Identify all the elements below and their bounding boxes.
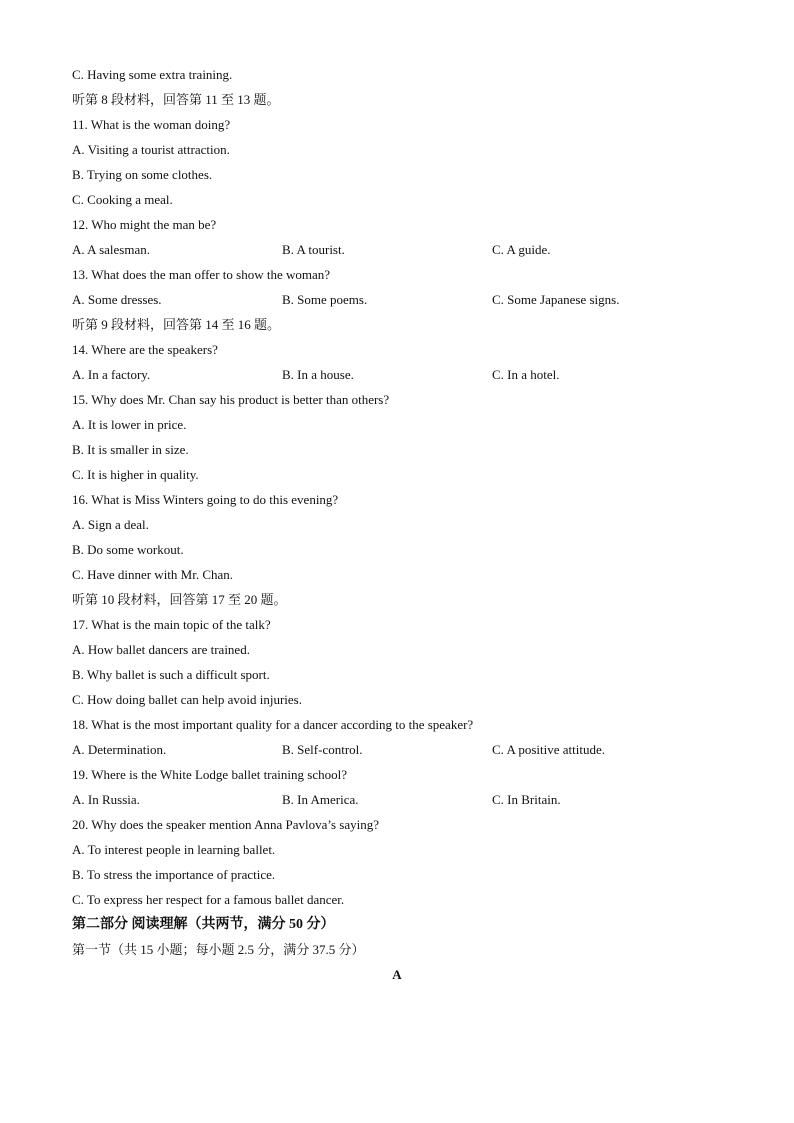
option-line: C. Cooking a meal. <box>72 192 173 207</box>
question-19: 19. Where is the White Lodge ballet training school? <box>72 767 347 782</box>
section-instruction: 听第 8 段材料，回答第 11 至 13 题。 <box>72 92 280 107</box>
question-17: 17. What is the main topic of the talk? <box>72 617 271 632</box>
option-line: C. It is higher in quality. <box>72 467 199 482</box>
options-row <box>72 737 732 762</box>
option-line: B. Trying on some clothes. <box>72 167 213 182</box>
option-line: C. Have dinner with Mr. Chan. <box>72 567 234 582</box>
option-line: B. It is smaller in size. <box>72 442 189 457</box>
option-a: A. In a factory. <box>72 367 151 382</box>
question-11: 11. What is the woman doing? <box>72 117 231 132</box>
question-15: 15. Why does Mr. Chan say his product is better than others? <box>72 392 390 407</box>
option-line: C. How doing ballet can help avoid injuries. <box>72 692 302 707</box>
options-row <box>72 787 732 812</box>
option-b: B. In America. <box>282 792 359 807</box>
option-c: C. A positive attitude. <box>492 742 606 757</box>
option-line: C. To express her respect for a famous ballet dancer. <box>72 892 345 907</box>
options-row <box>72 287 732 312</box>
option-b: B. Some poems. <box>282 292 368 307</box>
option-line: B. Do some workout. <box>72 542 184 557</box>
option-b: B. In a house. <box>282 367 354 382</box>
option-a: A. In Russia. <box>72 792 140 807</box>
option-line: A. How ballet dancers are trained. <box>72 642 250 657</box>
option-line: A. Visiting a tourist attraction. <box>72 142 230 157</box>
question-20: 20. Why does the speaker mention Anna Pavlova’s saying? <box>72 817 380 832</box>
section-instruction: 听第 9 段材料，回答第 14 至 16 题。 <box>72 317 281 332</box>
option-c: C. Some Japanese signs. <box>492 292 620 307</box>
question-14: 14. Where are the speakers? <box>72 342 218 357</box>
option-a: A. Determination. <box>72 742 167 757</box>
section-instruction: 听第 10 段材料，回答第 17 至 20 题。 <box>72 592 287 607</box>
question-12: 12. Who might the man be? <box>72 217 217 232</box>
option-line: A. To interest people in learning ballet. <box>72 842 276 857</box>
part-heading: 第二部分 阅读理解（共两节，满分 50 分） <box>72 917 335 932</box>
options-row <box>72 237 732 262</box>
passage-label: A <box>392 967 402 982</box>
options-row <box>72 362 732 387</box>
exam-page <box>72 62 732 987</box>
option-line: B. Why ballet is such a difficult sport. <box>72 667 270 682</box>
option-line: A. It is lower in price. <box>72 417 187 432</box>
question-18: 18. What is the most important quality for a dancer according to the speaker? <box>72 717 474 732</box>
option-c: C. A guide. <box>492 242 551 257</box>
option-c: C. In a hotel. <box>492 367 560 382</box>
question-16: 16. What is Miss Winters going to do this evening? <box>72 492 339 507</box>
option-line: B. To stress the importance of practice. <box>72 867 276 882</box>
option-b: B. A tourist. <box>282 242 345 257</box>
section-heading: 第一节（共 15 小题；每小题 2.5 分，满分 37.5 分） <box>72 942 365 957</box>
option-a: A. A salesman. <box>72 242 150 257</box>
option-line: C. Having some extra training. <box>72 67 233 82</box>
option-c: C. In Britain. <box>492 792 561 807</box>
option-line: A. Sign a deal. <box>72 517 149 532</box>
option-b: B. Self-control. <box>282 742 363 757</box>
option-a: A. Some dresses. <box>72 292 162 307</box>
question-13: 13. What does the man offer to show the woman? <box>72 267 331 282</box>
